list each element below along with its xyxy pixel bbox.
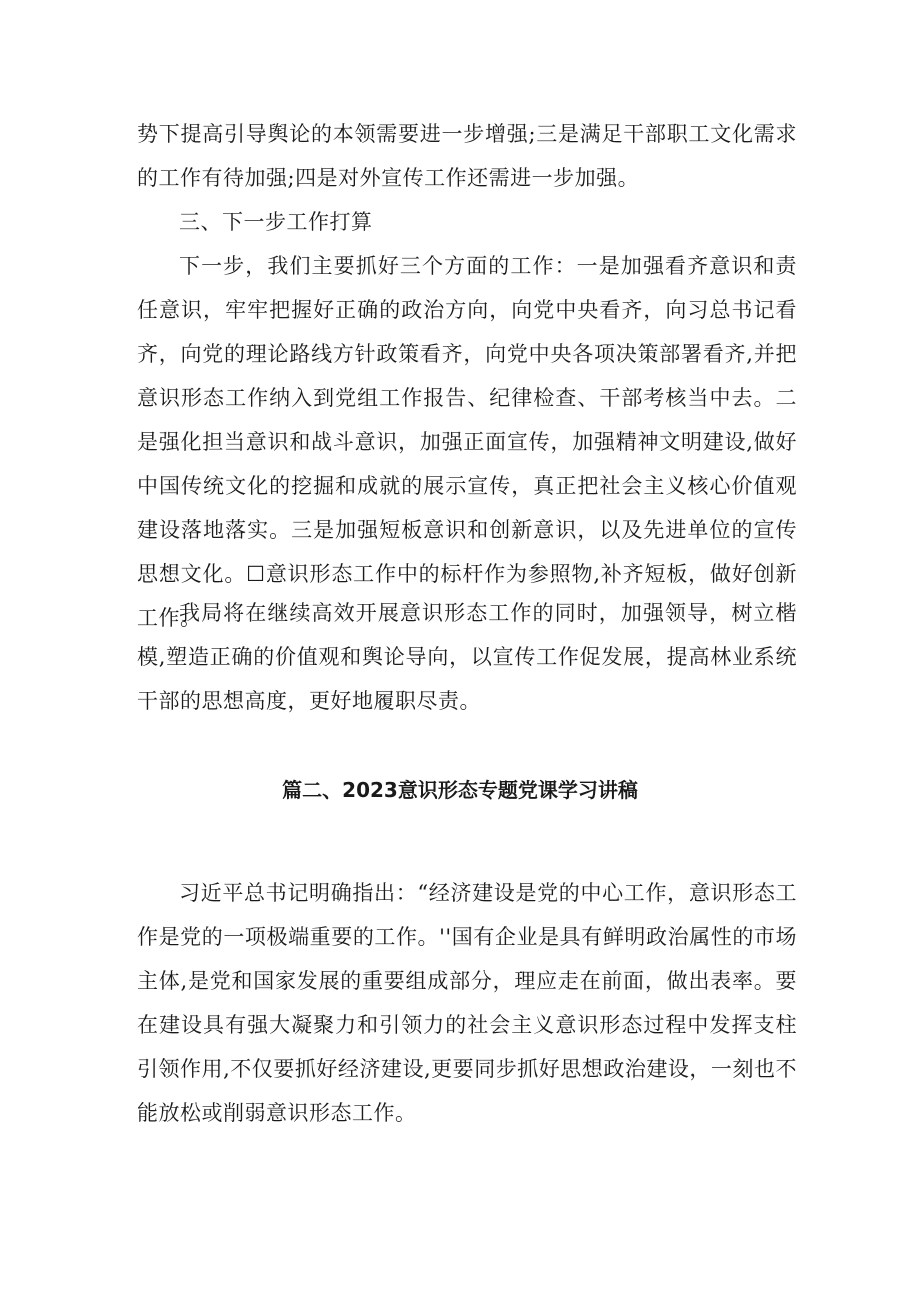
heading-next-steps: 三、下一步工作打算 (179, 210, 373, 234)
closing-paragraph: 我局将在继续高效开展意识形态工作的同时，加强领导，树立楷模,塑造正确的价值观和舆论导向，以宣传工作促发展，提高林业系统干部的思想高度，更好地履职尽责。 (137, 601, 797, 713)
next-steps-paragraph: 下一步，我们主要抓好三个方面的工作：一是加强看齐意识和责任意识，牢牢把握好正确的政治方向，向党中央看齐，向习总书记看齐，向党的理论路线方针政策看齐，向党中央各项决策部署看齐,并把意识形态工作纳入到党组工作报告、纪律检查、干部考核当中去。二是强化担当意识和战斗意识，加强正面宣传，加强精神文明建设,做好中国传统文化的挖掘和成就的展示宣传，真正把社会主义核心价值观建设落地落实。三是加强短板意识和创新意识，以及先进单位的宣传思想文化。☐意识形态工作中的标杆作为参照物,补齐短板，做好创新工作。 (137, 254, 797, 630)
section-two-intro-paragraph: 习近平总书记明确指出：“经济建设是党的中心工作，意识形态工作是党的一项极端重要的工作。''国有企业是具有鲜明政治属性的市场主体,是党和国家发展的重要组成部分，理应走在前面，做出表率。要在建设具有强大凝聚力和引领力的社会主义意识形态过程中发挥支柱引领作用,不仅要抓好经济建设,更要同步抓好思想政治建设，一刻也不能放松或削弱意识形态工作。 (137, 881, 797, 1125)
section-two-title: 篇二、2023意识形态专题党课学习讲稿 (282, 778, 638, 802)
continuation-paragraph: 势下提高引导舆论的本领需要进一步增强;三是满足干部职工文化需求的工作有待加强;四是对外宣传工作还需进一步加强。 (137, 122, 797, 190)
